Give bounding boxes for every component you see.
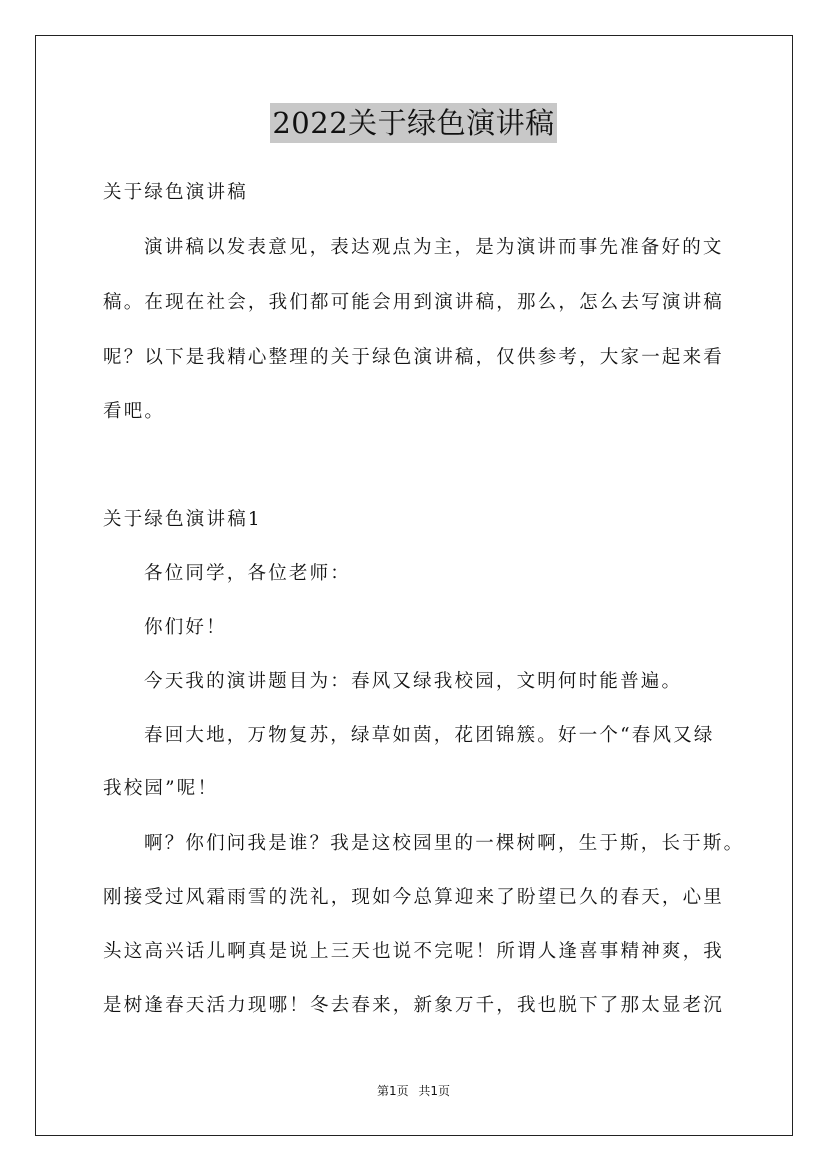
paragraph-line: 我校园”呢！	[103, 778, 219, 799]
page-footer	[0, 1083, 827, 1099]
paragraph-line: 头这高兴话儿啊真是说上三天也说不完呢！所谓人逢喜事精神爽，我	[103, 941, 725, 962]
paragraph-line: 刚接受过风霜雨雪的洗礼，现如今总算迎来了盼望已久的春天，心里	[103, 887, 725, 908]
paragraph-line: 今天我的演讲题目为：春风又绿我校园，文明何时能普遍。	[144, 671, 683, 692]
section-heading: 关于绿色演讲稿1	[103, 509, 262, 530]
paragraph-line: 啊？你们问我是谁？我是这校园里的一棵树啊，生于斯，长于斯。	[144, 833, 745, 854]
document-title: 2022关于绿色演讲稿	[270, 103, 556, 143]
paragraph-line: 春回大地，万物复苏，绿草如茵，花团锦簇。好一个“春风又绿	[144, 725, 715, 746]
section-heading: 关于绿色演讲稿	[103, 182, 248, 203]
page-number: 第1页	[376, 1084, 409, 1098]
paragraph-line: 各位同学，各位老师：	[144, 563, 352, 584]
paragraph-line: 是树逢春天活力现哪！冬去春来，新象万千，我也脱下了那太显老沉	[103, 995, 725, 1016]
paragraph-line: 稿。在现在社会，我们都可能会用到演讲稿，那么，怎么去写演讲稿	[103, 292, 725, 313]
paragraph-line: 看吧。	[103, 401, 166, 422]
paragraph-line: 演讲稿以发表意见，表达观点为主，是为演讲而事先准备好的文	[144, 237, 724, 258]
paragraph-line: 你们好！	[144, 617, 227, 638]
page-total: 共1页	[418, 1084, 451, 1098]
paragraph-line: 呢？以下是我精心整理的关于绿色演讲稿，仅供参考，大家一起来看	[103, 347, 725, 368]
title-container	[0, 103, 827, 143]
